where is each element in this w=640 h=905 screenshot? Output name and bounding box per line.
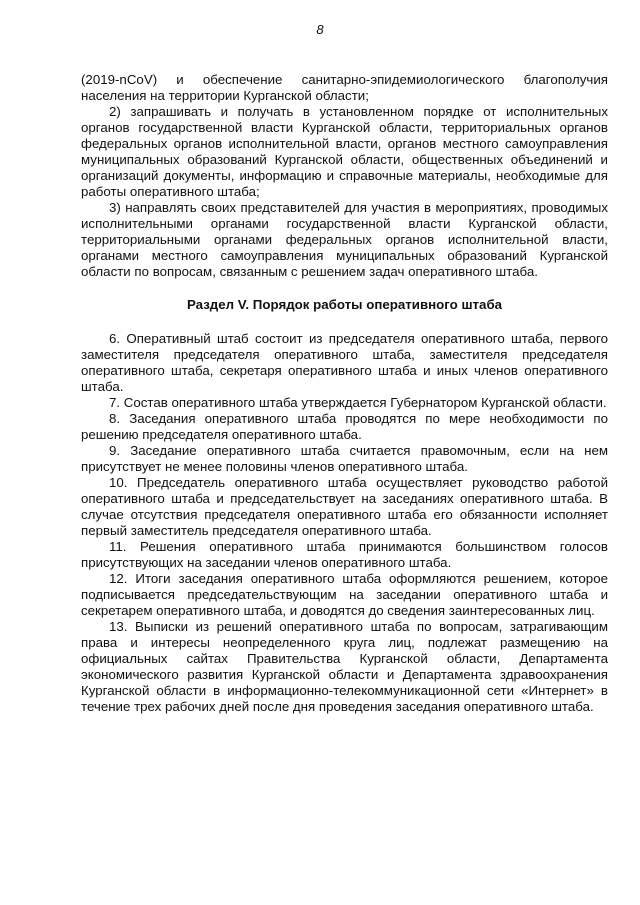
document-body xyxy=(81,72,608,715)
paragraph-clause-9: 9. Заседание оперативного штаба считается правомочным, если на нем присутствует не менее половины членов оперативного штаба. xyxy=(81,443,608,474)
paragraph-clause-13: 13. Выписки из решений оперативного штаба по вопросам, затрагивающим права и интересы неопределенного круга лиц, подлежат размещению на официальных сайтах Правительства Курганской области, Департамента экономического развития Курганской области и Департамента здравоохранения Курганской области в информационно-телекоммуникационной сети «Интернет» в течение трех рабочих дней после дня проведения заседания оперативного штаба. xyxy=(81,619,608,714)
paragraph-clause-12: 12. Итоги заседания оперативного штаба оформляются решением, которое подписывается председательствующим на заседании оперативного штаба и секретарем оперативного штаба, и доводятся до сведения заинтересованных лиц. xyxy=(81,571,608,618)
paragraph-clause-6: 6. Оперативный штаб состоит из председателя оперативного штаба, первого заместителя председателя оперативного штаба, заместителя председателя оперативного штаба, секретаря оперативного штаба и иных членов оперативного штаба. xyxy=(81,331,608,394)
page-number: 8 xyxy=(316,22,324,37)
paragraph-clause-10: 10. Председатель оперативного штаба осуществляет руководство работой оперативного штаба и председательствует на заседаниях оперативного штаба. В случае отсутствия председателя оперативного штаба его обязанности исполняет первый заместитель председателя оперативного штаба. xyxy=(81,475,608,538)
section-heading: Раздел V. Порядок работы оперативного штаба xyxy=(186,297,503,312)
paragraph-item-3: 3) направлять своих представителей для участия в мероприятиях, проводимых исполнительными органами государственной власти Курганской области, территориальными органами федеральных органов исполнительной власти, органами местного самоуправления муниципальных образований Курганской области по вопросам, связанным с решением задач оперативного штаба. xyxy=(81,200,608,279)
paragraph-continuation: (2019-nCoV) и обеспечение санитарно-эпидемиологического благополучия населения на территории Курганской области; xyxy=(81,72,608,103)
paragraph-clause-7: 7. Состав оперативного штаба утверждается Губернатором Курганской области. xyxy=(109,395,607,410)
paragraph-clause-8: 8. Заседания оперативного штаба проводятся по мере необходимости по решению председателя оперативного штаба. xyxy=(81,411,608,442)
paragraph-clause-11: 11. Решения оперативного штаба принимаются большинством голосов присутствующих на заседании членов оперативного штаба. xyxy=(81,539,608,570)
paragraph-item-2: 2) запрашивать и получать в установленном порядке от исполнительных органов государственной власти Курганской области, территориальных органов федеральных органов исполнительной власти, органов местного самоуправления муниципальных образований Курганской области, общественных объединений и организаций документы, информацию и справочные материалы, необходимые для работы оперативного штаба; xyxy=(81,104,608,199)
